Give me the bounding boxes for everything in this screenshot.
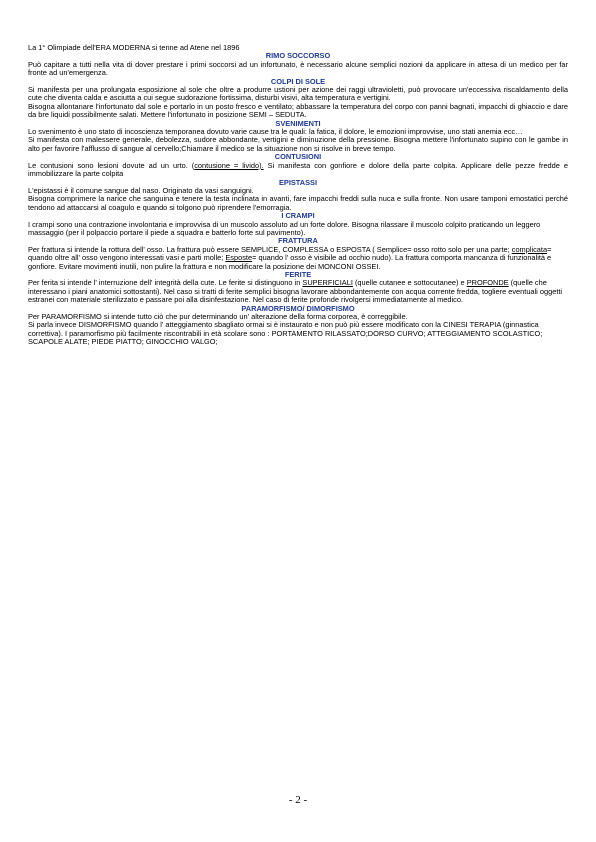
ferite-underlined-superficiali: SUPERFICIALI <box>302 278 353 288</box>
svenimenti-text-2: Si manifesta con malessere generale, debolezza, sudore abbondante, vertigini e diminuzione della pressione. Bisogna mettere l'infortunato supino con le gambe in alto per favorire l'afflusso di sangue al cervello;Chiamare il medico se la situazione non si risolve in breve tempo. <box>28 135 568 153</box>
frattura-underlined-esposte: Esposte <box>225 253 253 263</box>
frattura-text-part: Per frattura si intende la rottura dell' osso. La frattura può essere SEMPLICE, COMPLESSA o ESPOSTA ( Semplice= osso rotto solo per una parte; <box>28 244 512 254</box>
contusioni-text-part: Le contusioni sono lesioni dovute ad un urto. ( <box>28 160 195 170</box>
heading-colpi-di-sole: COLPI DI SOLE <box>270 76 326 86</box>
heading-epistassi: EPISTASSI <box>278 177 318 187</box>
heading-paramorfismo: PARAMORFISMO/ DIMORFISMO <box>241 303 355 313</box>
primo-soccorso-text: Può capitare a tutti nella vita di dover prestare i primi soccorsi ad un infortunato, è necessario alcune semplici nozioni da applicare in attesa di un medico per far fronte ad un'emergenza. <box>28 59 568 78</box>
paramorfismo-text-1: Per PARAMORFISMO si intende tutto ciò che pur determinando un' alterazione della forma corporea, è correggibile. <box>28 312 408 321</box>
document-page <box>28 44 568 347</box>
heading-crampi: I CRAMPI <box>281 211 315 221</box>
heading-svenimenti: SVENIMENTI <box>275 118 321 128</box>
epistassi-text-1: L'epistassi è il comune sangue dal naso. Originato da vasi sanguigni. <box>28 185 254 195</box>
frattura-text-part: = quando l' osso è visibile ad occhio nudo). La frattura comporta mancanza di funzionalità e gonfiore. Evitare movimenti inutili, non pulire la frattura e non modificare la posizione dei MONCONI OSSEI. <box>28 253 552 271</box>
heading-ferite: FERITE <box>284 269 312 279</box>
intro-line: La 1° Olimpiade dell'ERA MODERNA si tenne ad Atene nel 1896 <box>28 43 240 52</box>
heading-frattura: FRATTURA <box>278 236 318 246</box>
ferite-text <box>28 279 568 304</box>
contusioni-text-part: Si manifesta con gonfiore e dolore della parte colpita. Applicare delle pezze fredde e immobilizzare la parte colpita <box>28 160 568 179</box>
contusioni-text <box>28 162 568 179</box>
crampi-text: I crampi sono una contrazione involontaria e improvvisa di un muscolo assoluto ad un forte dolore. Bisogna rilassare il muscolo colpito praticando un leggero massaggio (per il polpaccio portare il piede a squadra e batterlo forte sul pavimento). <box>28 219 541 237</box>
page-number: - 2 - <box>288 794 308 806</box>
ferite-text-part: (quelle che interessano i piani anatomici sottostanti). Nel caso si tratti di ferite semplici bisogna lavorare abbondantemente con acqua corrente fredda, togliere eventuali oggetti estranei con materiale sterilizzato e passare poi alla disinfestazione. Nel caso di ferite profonde rivolgersi immediatamente al medico. <box>28 278 563 305</box>
svenimenti-text-1: Lo svenimento è uno stato di incoscienza temporanea dovuto varie cause tra le quali: la fatica, il dolore, le emozioni improvvise, uno stati anemia ecc… <box>28 127 523 137</box>
heading-primo-soccorso: RIMO SOCCORSO <box>265 51 331 61</box>
frattura-text-part: = quando oltre all' osso vengono interessati vasi e parti molle; <box>28 244 552 263</box>
contusioni-underlined: contusione = livido). <box>194 160 264 170</box>
ferite-underlined-profonde: PROFONDE <box>466 278 509 288</box>
frattura-underlined-complicata: complicata <box>511 244 548 254</box>
heading-contusioni: CONTUSIONI <box>274 152 322 162</box>
frattura-text <box>28 246 568 271</box>
ferite-text-part: (quelle cutanee e sottocutanee) e <box>352 278 467 288</box>
epistassi-text-2: Bisogna comprimere la narice che sanguina e tenere la testa inclinata in avanti, fare impacchi freddi sulla nuca e sulla fronte. Non usare tamponi emostatici perché tendono ad attaccarsi al coagulo e quando si tolgono può riprendere l'emorragia. <box>28 194 568 212</box>
paramorfismo-text-2: Si parla invece DISMORFISMO quando l' atteggiamento sbagliato ormai si è instaurato e non può più essere modificato con la CINESI TERAPIA (ginnastica correttiva). I paramorfismo più facilmente riscontrabili in età scolare sono : PORTAMENTO RILASSATO;DORSO CURVO; ATTEGGIAMENTO SCOLASTICO; SCAPOLE ALATE; PIEDE PIATTO; GINOCCHIO VALGO; <box>28 320 543 347</box>
ferite-text-part: Per ferita si intende l' interruzione dell' integrità della cute. Le ferite si distinguono in <box>28 278 303 288</box>
colpi-di-sole-text-1: Si manifesta per una prolungata esposizione al sole che oltre a produrre ustioni per azione dei raggi ultravioletti, può provocare un'eccessiva riscaldamento della cute che diventa calda e asciutta a cui segue sudorazione fortissima, disturbi visivi, alta temperatura e vertigini. <box>28 85 568 103</box>
colpi-di-sole-text-2: Bisogna allontanare l'infortunato dal sole e portarlo in un posto fresco e ventilato; abbassare la temperatura del corpo con panni bagnati, impacchi di ghiaccio e dare da bre liquidi possibilmente salati. Mettere l'infortunato in posizione SEMI – SEDUTA. <box>28 101 568 120</box>
